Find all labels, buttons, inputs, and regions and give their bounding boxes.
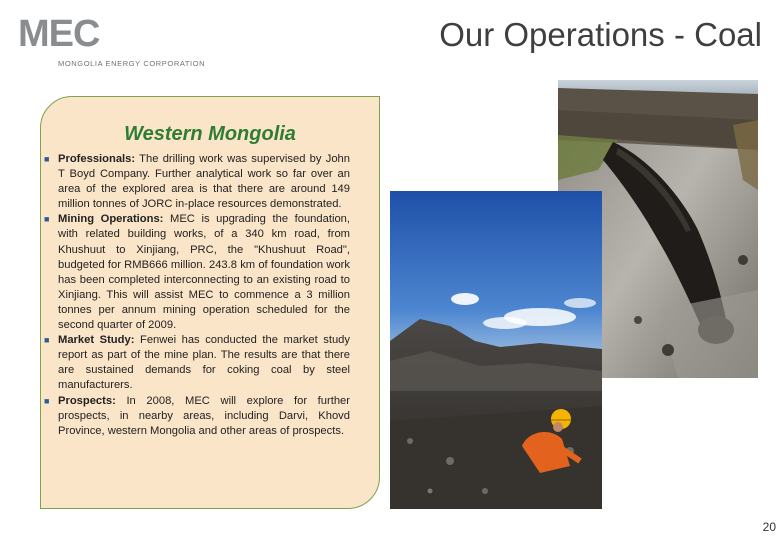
bullet-text: The drilling work was supervised by John T Boyd Company. Further analytical work so far over an area of the explored area is that there are around 149 million tonnes of JORC in-place resources demonstrated.	[58, 153, 350, 211]
logo-subtitle: MONGOLIA ENERGY CORPORATION	[58, 59, 206, 68]
square-bullet-icon: ■	[44, 395, 50, 406]
mine-site-photo	[390, 191, 602, 509]
bullet-item	[43, 394, 350, 439]
logo-mark-text: MEC	[18, 13, 100, 55]
panel-heading: Western Mongolia	[124, 123, 296, 145]
slide-title: Our Operations - Coal	[439, 16, 762, 53]
bullet-list	[43, 152, 350, 439]
bullet-text: Fenwei has conducted the market study report as part of the mine plan. The results are that there are sustained demands for coking coal by steel manufacturers.	[58, 334, 350, 392]
bullet-item	[43, 333, 350, 393]
page-number: 20	[762, 520, 776, 534]
bullet-label: Market Study:	[58, 334, 135, 347]
square-bullet-icon: ■	[44, 214, 50, 225]
bullet-label: Prospects:	[58, 394, 116, 407]
square-bullet-icon: ■	[44, 335, 50, 346]
logo-mark	[18, 14, 99, 54]
bullet-text: MEC is upgrading the foundation, with related building works, of a 340 km road, from Khushuut to Xinjiang, PRC, the "Khushuut Road", budgeted for RMB666 million. 243.8 km of foundation work has been completed interconnecting to an existing road to Xinjiang. This will assist MEC to commence a 3 million tonnes per annum mining operation scheduled for the second quarter of 2009.	[58, 213, 350, 332]
bullet-label: Mining Operations:	[58, 213, 164, 226]
company-logo	[18, 14, 228, 70]
mine-site-illustration	[390, 191, 602, 509]
bullet-item	[43, 212, 350, 333]
bullet-label: Professionals:	[58, 153, 136, 165]
square-bullet-icon: ■	[44, 154, 50, 164]
bullet-text: In 2008, MEC will explore for further prospects, in nearby areas, including Darvi, Khovd Province, western Mongolia and other areas of prospects.	[58, 394, 350, 437]
bullet-item	[43, 152, 350, 212]
